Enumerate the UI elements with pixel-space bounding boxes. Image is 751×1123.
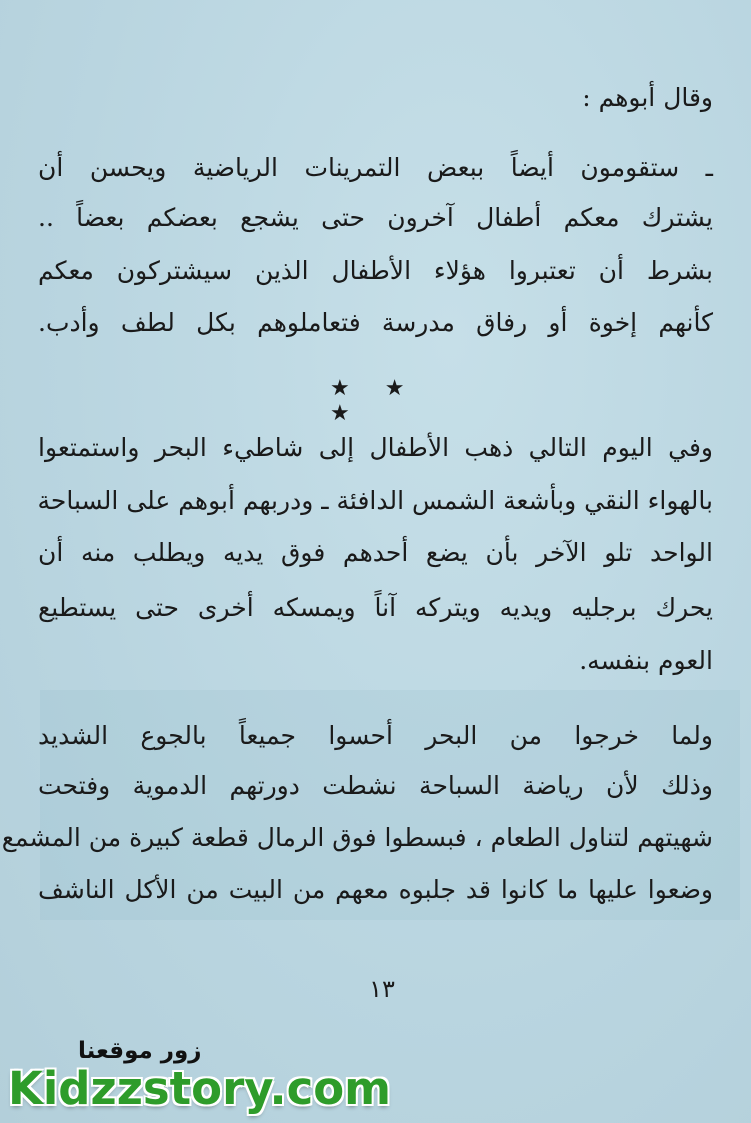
page-number: ١٣ xyxy=(369,975,395,1003)
text-line: بشرط أن تعتبروا هؤلاء الأطفال الذين سيشتركون معكم xyxy=(38,256,713,285)
text-line: يشترك معكم أطفال آخرون حتى يشجع بعضكم بعضاً .. xyxy=(38,203,713,232)
text-line: الواحد تلو الآخر بأن يضع أحدهم فوق يديه ويطلب منه أن xyxy=(38,538,713,567)
text-line: العوم بنفسه. xyxy=(579,646,713,675)
watermark-tagline: زور موقعنا xyxy=(78,1038,202,1064)
section-divider-stars: ★ ★ ★ xyxy=(330,376,419,426)
text-line: كأنهم إخوة أو رفاق مدرسة فتعاملوهم بكل لطف وأدب. xyxy=(38,308,713,337)
text-line: وفي اليوم التالي ذهب الأطفال إلى شاطيء البحر واستمتعوا xyxy=(38,433,713,462)
text-line: ولما خرجوا من البحر أحسوا جميعاً بالجوع الشديد xyxy=(38,721,713,750)
text-line: بالهواء النقي وبأشعة الشمس الدافئة ـ ودربهم أبوهم على السباحة xyxy=(37,486,713,515)
text-line: شهيتهم لتناول الطعام ، فبسطوا فوق الرمال قطعة كبيرة من المشمع xyxy=(1,823,713,852)
text-line: وضعوا عليها ما كانوا قد جلبوه معهم من البيت من الأكل الناشف xyxy=(38,875,713,904)
text-line: ـ ستقومون أيضاً ببعض التمرينات الرياضية ويحسن أن xyxy=(38,153,713,182)
watermark-site-link[interactable]: Kidzzstory.com xyxy=(8,1062,392,1115)
text-line: وقال أبوهم : xyxy=(582,83,713,112)
text-line: وذلك لأن رياضة السباحة نشطت دورتهم الدموية وفتحت xyxy=(38,771,713,800)
text-line: يحرك برجليه ويديه ويتركه آناً ويمسكه أخرى حتى يستطيع xyxy=(38,593,713,622)
